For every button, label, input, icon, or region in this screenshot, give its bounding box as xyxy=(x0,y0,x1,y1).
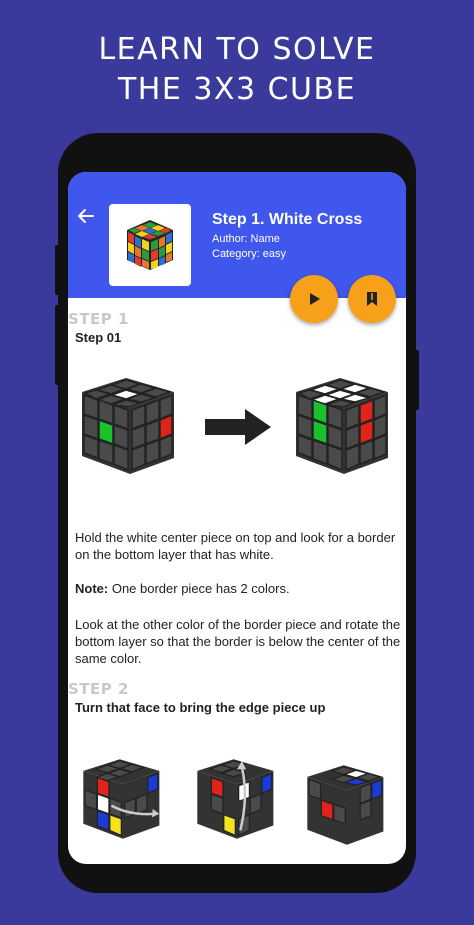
app-screen xyxy=(68,172,406,864)
step-header xyxy=(68,172,406,298)
step1-note-prefix: Note: xyxy=(75,581,109,596)
step1-note-text: One border piece has 2 colors. xyxy=(108,581,290,596)
step-author: Author: Name xyxy=(212,233,280,245)
arrow-left-icon[interactable] xyxy=(76,206,96,226)
promo-title-line2: THE 3X3 CUBE xyxy=(117,72,357,107)
step1-paragraph1: Hold the white center piece on top and look for a border on the bottom layer that has white. xyxy=(75,530,396,562)
step-category: Category: easy xyxy=(212,248,286,260)
cube-thumbnail-icon xyxy=(121,216,179,274)
cube-step2-a-icon xyxy=(80,756,166,842)
step1-note xyxy=(75,580,401,597)
step1-subtitle: Step 01 xyxy=(75,330,122,345)
arrow-right-icon xyxy=(203,407,273,447)
promo-title-line1: LEARN TO SOLVE xyxy=(98,32,376,67)
cube-before-icon xyxy=(78,374,182,478)
step2-subtitle: Turn that face to bring the edge piece up xyxy=(75,700,326,715)
step2-label: STEP 2 xyxy=(68,680,129,698)
step-title: Step 1. White Cross xyxy=(212,211,363,228)
step1-paragraph2: Look at the other color of the border piece and rotate the bottom layer so that the border is below the center of the same color. xyxy=(75,617,401,666)
cube-step2-b-icon xyxy=(194,756,280,842)
play-button[interactable] xyxy=(290,275,338,323)
play-icon xyxy=(304,289,324,309)
bookmark-button[interactable] xyxy=(348,275,396,323)
cube-step2-c-icon xyxy=(304,762,390,848)
step-thumbnail xyxy=(109,204,191,286)
bookmark-icon xyxy=(362,289,382,309)
promo-title xyxy=(0,30,474,110)
step1-label: STEP 1 xyxy=(68,310,129,328)
cube-after-icon xyxy=(292,374,396,478)
